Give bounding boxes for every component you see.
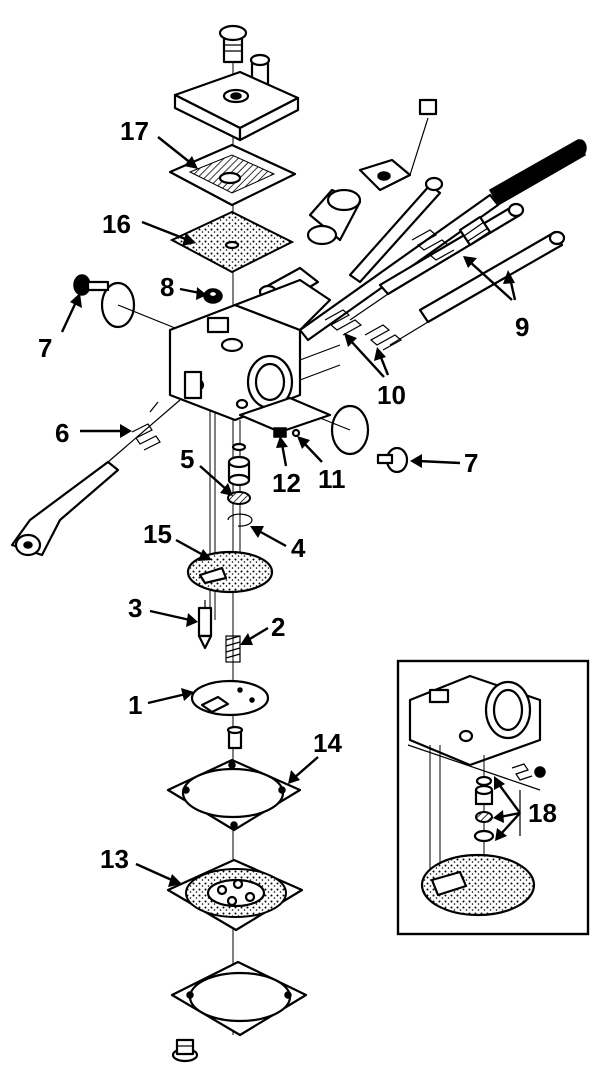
carburetor-body (170, 280, 340, 432)
detent-ball (293, 430, 299, 436)
inset-metering-plate (422, 855, 534, 915)
pump-cover (175, 72, 298, 140)
callout-9: 9 (515, 312, 530, 342)
inset-sleeve (476, 777, 492, 804)
lever-screw (228, 727, 242, 748)
callout-7-left: 7 (38, 333, 53, 363)
pump-gasket (170, 145, 295, 205)
needle-spring-c (365, 325, 401, 350)
metering-cover (172, 962, 306, 1035)
top-screw (220, 26, 246, 62)
callout-6: 6 (55, 418, 70, 448)
inlet-sleeve (229, 457, 249, 485)
shaft-sleeve (308, 190, 360, 244)
callout-4: 4 (291, 533, 306, 563)
callout-1: 1 (128, 690, 143, 720)
callout-2: 2 (271, 612, 286, 642)
metering-lever (192, 681, 268, 715)
callout-15: 15 (143, 519, 172, 549)
throttle-return-spring (132, 402, 160, 450)
bottom-screw (173, 1040, 197, 1061)
callout-11: 11 (318, 464, 346, 494)
callout-8: 8 (160, 272, 175, 302)
callout-18: 18 (528, 798, 557, 828)
callout-5: 5 (180, 444, 195, 474)
inset-ring (475, 831, 493, 841)
plate-screw-right (378, 448, 407, 472)
callout-13: 13 (100, 844, 129, 874)
callout-7-right: 7 (464, 448, 479, 478)
small-washer (233, 444, 245, 450)
callout-17: 17 (120, 116, 149, 146)
plate-screw-left (74, 275, 108, 295)
throttle-bracket (360, 100, 436, 190)
inlet-needle (199, 600, 211, 648)
check-valve (204, 289, 222, 303)
callout-10: 10 (377, 380, 406, 410)
metering-gasket (168, 760, 300, 830)
detail-inset (398, 661, 588, 934)
callout-3: 3 (128, 593, 143, 623)
detent-spring (274, 428, 286, 437)
callout-14: 14 (313, 728, 342, 758)
callout-12: 12 (272, 468, 301, 498)
metering-diaphragm (168, 860, 302, 930)
callout-16: 16 (102, 209, 131, 239)
inset-screen (476, 812, 492, 822)
